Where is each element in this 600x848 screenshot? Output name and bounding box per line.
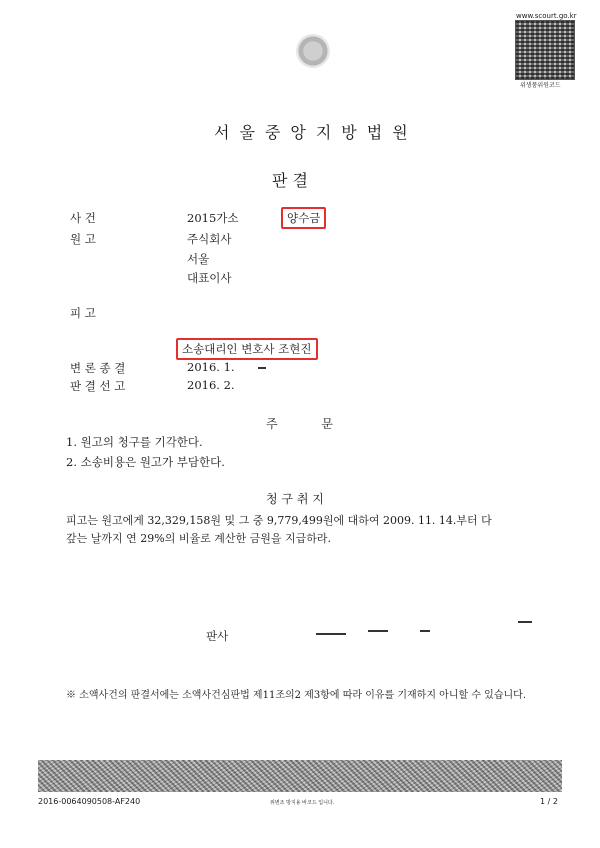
redaction-mark <box>420 630 430 632</box>
judgment-date: 2016. 2. <box>187 378 235 392</box>
closing-label: 변 론 종 결 <box>70 361 126 375</box>
case-label: 사 건 <box>70 211 96 225</box>
document-id: 2016-0064090508-AF240 <box>38 797 141 806</box>
plaintiff-label: 원 고 <box>70 232 96 246</box>
case-name: 양수금 <box>281 207 326 229</box>
plaintiff-representative: 대표이사 <box>187 271 232 285</box>
defendant-label: 피 고 <box>70 306 96 320</box>
claim-heading: 청 구 취 지 <box>266 492 324 506</box>
court-name: 서울중앙지방법원 <box>214 123 418 142</box>
plaintiff-address: 서울 <box>187 252 210 266</box>
counsel: 소송대리인 변호사 조현진 <box>176 338 318 360</box>
case-number: 2015가소 <box>187 211 239 225</box>
qr-code-icon <box>515 20 575 80</box>
order-item-1: 1. 원고의 청구를 기각한다. <box>66 435 203 449</box>
redaction-mark <box>368 630 388 632</box>
order-heading: 주 문 <box>266 417 333 431</box>
document-type: 판 결 <box>272 171 308 190</box>
qr-caption: 위생품위원코드 <box>520 82 561 89</box>
court-seal-icon <box>296 34 330 68</box>
judge-label: 판사 <box>206 629 229 643</box>
barcode-caption: 위변조 방지용 바코드 입니다. <box>270 800 335 806</box>
redaction-mark <box>518 621 532 623</box>
claim-line-2: 갚는 날까지 연 29%의 비율로 계산한 금원을 지급하라. <box>66 532 331 545</box>
redaction-mark <box>258 367 266 369</box>
judgment-date-label: 판 결 선 고 <box>70 379 126 393</box>
closing-date: 2016. 1. <box>187 360 235 374</box>
site-url: www.scourt.go.kr <box>516 12 577 20</box>
anti-forgery-barcode <box>38 760 562 792</box>
small-claims-note: ※ 소액사건의 판결서에는 소액사건심판법 제11조의2 제3항에 따라 이유를 기재하지 아니할 수 있습니다. <box>66 690 526 701</box>
claim-line-1: 피고는 원고에게 32,329,158원 및 그 중 9,779,499원에 대하여 2009. 11. 14.부터 다 <box>66 514 492 527</box>
order-item-2: 2. 소송비용은 원고가 부담한다. <box>66 455 225 469</box>
plaintiff-name: 주식회사 <box>187 232 232 246</box>
redaction-mark <box>316 633 346 635</box>
page-number: 1 / 2 <box>540 797 558 806</box>
